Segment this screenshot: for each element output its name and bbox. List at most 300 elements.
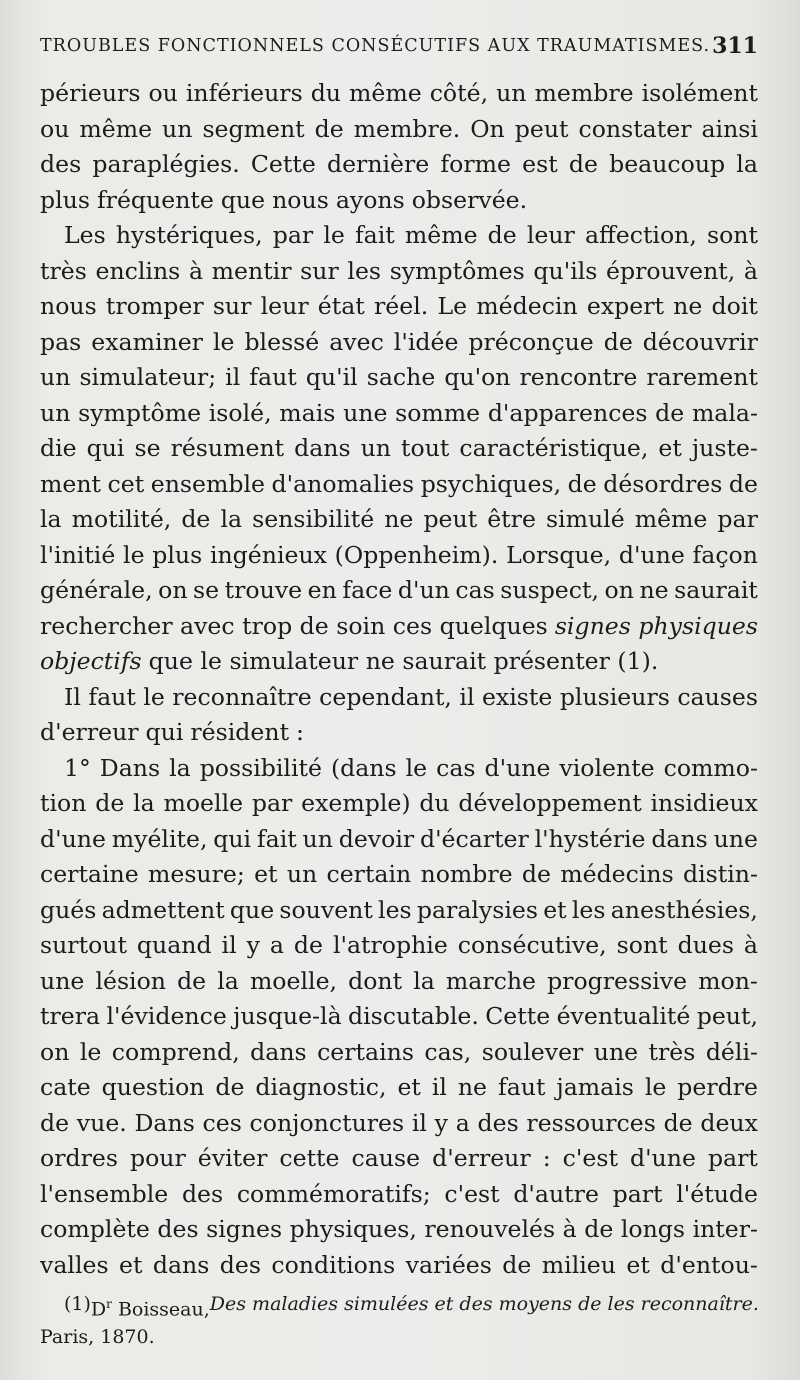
footnote-author-name: Boisseau, — [117, 1298, 210, 1321]
word: a — [269, 931, 284, 959]
text-line-with-italic — [40, 609, 758, 645]
word: affection, — [584, 221, 697, 249]
word: (Oppenheim). — [334, 540, 499, 569]
word: d'une — [484, 753, 551, 782]
word: l'étude — [676, 1179, 758, 1208]
word: peut — [514, 114, 569, 143]
word: trouve — [224, 576, 303, 604]
word: somme — [395, 398, 481, 427]
text-line — [40, 112, 758, 148]
word: une — [713, 824, 758, 853]
word: Cette — [250, 150, 316, 178]
word: de — [487, 221, 517, 249]
word: ordres — [40, 1144, 118, 1172]
word: un — [40, 363, 71, 391]
word: rencontre — [519, 363, 638, 391]
text-line — [40, 857, 758, 893]
word: qui — [86, 434, 125, 462]
word: sont — [706, 221, 758, 249]
word: à — [743, 256, 758, 285]
word: jamais — [556, 1073, 634, 1101]
word: la — [413, 966, 435, 995]
word: le — [123, 540, 145, 569]
word: saurait — [674, 576, 758, 604]
word: est — [522, 150, 558, 178]
word: de — [663, 1108, 693, 1137]
word: commémoratifs; — [236, 1179, 431, 1208]
word: membre — [534, 79, 634, 107]
word: un — [162, 114, 193, 143]
word: cas, — [424, 1037, 472, 1066]
word: d'une — [618, 540, 685, 569]
word: et — [658, 434, 682, 462]
word: ayons — [335, 185, 405, 214]
word: peut — [423, 505, 478, 533]
word: même — [349, 79, 422, 107]
word: et — [118, 1250, 143, 1279]
word: une — [40, 966, 85, 995]
word: qui — [145, 718, 184, 746]
word: en — [307, 576, 337, 604]
word: d'apparences — [487, 398, 648, 427]
word: nous — [272, 185, 329, 214]
word: ou — [148, 79, 178, 107]
word: la — [40, 505, 62, 533]
word: générale, — [40, 576, 153, 604]
word: la — [220, 505, 243, 533]
text-line — [40, 183, 758, 219]
word: tromper — [105, 292, 204, 320]
word: qu'ils — [533, 256, 598, 285]
word: de — [314, 114, 344, 143]
word: l'ensemble — [40, 1179, 169, 1208]
word: faut — [88, 682, 136, 711]
word: expert — [586, 292, 664, 320]
word: de — [567, 469, 597, 498]
text-line — [40, 751, 758, 787]
word: inférieurs — [185, 79, 303, 107]
word: être — [487, 505, 536, 533]
running-head — [40, 33, 758, 66]
text-line — [40, 822, 758, 858]
word: développement — [458, 789, 642, 817]
word: des — [157, 1215, 199, 1243]
word: cette — [279, 1144, 340, 1172]
word: ensemble — [150, 469, 265, 498]
word: de — [95, 789, 125, 817]
word: violente — [559, 753, 655, 782]
word: paralysies — [416, 895, 538, 924]
word: renouvelés — [424, 1215, 556, 1243]
word: faut — [497, 1073, 546, 1101]
word: simulateur; — [79, 363, 217, 391]
word: die — [40, 434, 77, 462]
word: inter- — [692, 1215, 758, 1243]
word: des — [477, 1108, 519, 1137]
word: pas — [40, 327, 82, 356]
text-line — [40, 218, 758, 254]
word: admettent — [101, 895, 225, 924]
word: ces — [202, 1108, 242, 1137]
word: mentir — [211, 256, 292, 285]
word: il — [225, 363, 241, 391]
word: l'idée — [393, 327, 459, 356]
word: par — [717, 505, 758, 533]
word: insidieux — [650, 789, 758, 817]
word: moelle, — [249, 966, 338, 995]
text-line — [40, 1106, 758, 1142]
word: que — [220, 185, 266, 214]
text-line — [40, 538, 758, 574]
word: existe — [481, 682, 553, 711]
text-line — [40, 360, 758, 396]
word: question — [101, 1073, 205, 1101]
text-line — [40, 999, 758, 1035]
word: et — [254, 860, 278, 888]
word: médecin — [476, 292, 578, 320]
text-line — [40, 893, 758, 929]
word: On — [470, 114, 505, 143]
word: à — [562, 1215, 577, 1243]
word: à — [188, 256, 204, 285]
word: fait — [256, 824, 297, 853]
word: d'erreur — [40, 718, 139, 746]
word: conjonctures — [249, 1108, 405, 1137]
word: ne — [384, 505, 414, 533]
italic-phrase: objectifs — [40, 647, 142, 675]
word: Le — [437, 292, 468, 320]
word: périeurs — [40, 79, 141, 107]
word: de — [293, 931, 323, 959]
word: soulever — [481, 1037, 584, 1066]
word: d'écarter — [419, 824, 529, 853]
word: commo- — [663, 753, 758, 782]
word: avec — [329, 327, 384, 356]
word: causes — [677, 682, 758, 711]
footnote-line — [40, 1323, 758, 1351]
word: de — [215, 1073, 245, 1101]
word: la — [169, 753, 191, 782]
word: sache — [366, 363, 436, 391]
word: distin- — [682, 860, 758, 888]
word: consécutive, — [457, 931, 607, 959]
word: devoir — [338, 824, 415, 853]
word: à — [743, 931, 758, 959]
word: un — [286, 860, 318, 888]
word: anesthésies, — [610, 895, 758, 924]
footnote-title: Des maladies simulées et des moyens de les reconnaître. — [209, 1293, 759, 1315]
text-line-with-italic — [40, 644, 758, 680]
word: fait — [354, 221, 395, 249]
word: qui — [213, 824, 252, 853]
word: doit — [711, 292, 758, 320]
word: segment — [202, 114, 305, 143]
word: exemple) — [301, 789, 411, 817]
word: ne — [639, 576, 669, 604]
word: même — [404, 221, 478, 249]
word: conditions — [271, 1250, 396, 1279]
word: de — [40, 1108, 70, 1137]
word: suspect, — [500, 576, 599, 604]
word: trera — [40, 1002, 101, 1030]
word: découvrir — [642, 327, 758, 356]
word: Il — [64, 682, 81, 711]
word: éprouvent, — [606, 256, 736, 285]
text-line — [40, 396, 758, 432]
word: valles — [40, 1250, 109, 1279]
word: d'erreur — [432, 1144, 531, 1172]
word: et — [626, 1250, 650, 1279]
word: cate — [40, 1073, 91, 1101]
word: d'une — [40, 824, 106, 853]
word: face — [342, 576, 393, 604]
word: l'initié — [40, 540, 116, 569]
word: un — [360, 434, 392, 462]
text-line — [40, 431, 758, 467]
text-line — [40, 1212, 758, 1248]
text-line — [40, 786, 758, 822]
page-number: 311 — [712, 33, 758, 59]
word: lésion — [95, 966, 166, 995]
word: d'entou- — [660, 1250, 758, 1279]
word: certain — [326, 860, 412, 888]
text-line — [40, 1248, 758, 1284]
word: éviter — [197, 1144, 268, 1172]
word: dues — [677, 931, 734, 959]
word: part — [707, 1144, 758, 1172]
word: une — [593, 1037, 639, 1066]
text-line — [40, 254, 758, 290]
word: : — [542, 1144, 551, 1172]
word: myélite, — [111, 824, 208, 853]
word: de — [584, 1215, 614, 1243]
word: l'hystérie — [534, 824, 646, 853]
word: milieu — [541, 1250, 616, 1279]
word: beaucoup — [609, 150, 726, 178]
footnote-author-sup: r — [106, 1297, 112, 1311]
word: caractéristique, — [459, 434, 649, 462]
word: nombre — [420, 860, 513, 888]
word: symptômes — [389, 256, 525, 285]
word: par — [251, 789, 293, 817]
word: mala- — [691, 398, 758, 427]
word: faut — [249, 363, 297, 391]
word: possibilité — [199, 753, 322, 782]
word: d'une — [629, 1144, 696, 1172]
word: mon- — [698, 966, 758, 995]
word: côté, — [429, 79, 489, 107]
word: état — [317, 292, 365, 320]
word: Cette — [485, 1002, 551, 1030]
word: rarement — [646, 363, 758, 391]
text-line — [40, 715, 758, 751]
word: complète — [40, 1215, 150, 1243]
word: a — [455, 1108, 470, 1137]
word: le — [323, 221, 345, 249]
word: Dans — [134, 1108, 195, 1137]
word: vue. — [76, 1108, 127, 1137]
footnote-line — [40, 1290, 758, 1323]
word: d'anomalies — [271, 469, 415, 498]
word: se — [134, 434, 161, 462]
word: ment — [40, 469, 102, 498]
word: mesure; — [147, 860, 245, 888]
word: cas — [436, 753, 476, 782]
word: et — [543, 895, 567, 924]
word: de — [177, 966, 207, 995]
word: dans — [294, 434, 351, 462]
footnote-author — [91, 1290, 210, 1323]
word: on — [40, 1037, 70, 1066]
word: simulé — [545, 505, 625, 533]
text-line-segment: que le simulateur ne saurait présenter (1). — [148, 647, 659, 675]
running-title: TROUBLES FONCTIONNELS CONSÉCUTIFS AUX TRAUMATISMES. — [40, 36, 711, 56]
word: quand — [136, 931, 212, 959]
word: dont — [348, 966, 403, 995]
word: jusque-là — [233, 1002, 342, 1030]
word: un — [302, 824, 333, 853]
word: examiner — [91, 327, 203, 356]
word: il — [221, 931, 237, 959]
word: réel. — [374, 292, 429, 320]
word: Lorsque, — [506, 540, 612, 569]
word: deux — [700, 1108, 758, 1137]
text-line — [40, 147, 758, 183]
word: mais — [279, 398, 336, 427]
word: des — [181, 1179, 224, 1208]
word: ressources — [526, 1108, 656, 1137]
word: isolément — [641, 79, 758, 107]
word: résident — [190, 718, 290, 746]
word: y — [246, 931, 260, 959]
word: se — [193, 576, 220, 604]
word: motilité, — [71, 505, 172, 533]
word: des — [219, 1250, 261, 1279]
text-line — [40, 76, 758, 112]
word: très — [648, 1037, 696, 1066]
body-text — [40, 76, 758, 1283]
word: la — [133, 789, 155, 817]
word: qu'il — [305, 363, 358, 391]
word: c'est — [562, 1144, 618, 1172]
text-line — [40, 1141, 758, 1177]
word: discutable. — [348, 1002, 479, 1030]
word: nous — [40, 292, 97, 320]
word: le — [143, 682, 165, 711]
word: 1° — [64, 753, 91, 782]
word: moelle — [163, 789, 244, 817]
word: certaine — [40, 860, 139, 888]
word: physiques, — [289, 1215, 417, 1243]
word: médecins — [560, 860, 674, 888]
word: on — [604, 576, 634, 604]
word: l'atrophie — [332, 931, 448, 959]
word: surtout — [40, 931, 127, 959]
word: souvent — [279, 895, 373, 924]
text-line — [40, 964, 758, 1000]
word: tout — [401, 434, 450, 462]
text-line — [40, 502, 758, 538]
word: membre. — [353, 114, 461, 143]
footnote-place-year: Paris, 1870. — [40, 1326, 155, 1349]
word: la — [217, 966, 239, 995]
word: les — [571, 895, 606, 924]
word: du — [310, 79, 342, 107]
word: leur — [526, 221, 575, 249]
text-line-segment: rechercher avec trop de soin ces quelques — [40, 611, 548, 640]
text-line — [40, 289, 758, 325]
word: c'est — [444, 1179, 500, 1208]
word: déli- — [705, 1037, 758, 1066]
word: de — [603, 327, 633, 356]
text-line — [40, 1035, 758, 1071]
word: de — [521, 860, 551, 888]
word: il — [411, 1108, 427, 1137]
word: préconçue — [468, 327, 594, 356]
word: hystériques, — [115, 221, 263, 249]
word: ingénieux — [209, 540, 327, 569]
word: paraplégies. — [92, 150, 240, 178]
word: les — [347, 256, 382, 285]
word: part — [612, 1179, 663, 1208]
word: isolé, — [208, 398, 272, 427]
word: gués — [40, 895, 97, 924]
word: ou — [40, 114, 70, 143]
word: juste- — [691, 434, 758, 462]
word: le — [644, 1073, 667, 1101]
word: plusieurs — [559, 682, 670, 711]
word: la — [736, 150, 758, 178]
word: d'autre — [513, 1179, 599, 1208]
word: une — [343, 398, 388, 427]
word: sur — [212, 292, 252, 320]
word: Les — [64, 221, 106, 249]
word: on — [158, 576, 188, 604]
footnote-marker: (1) — [64, 1293, 91, 1315]
word: psychiques, — [420, 469, 562, 498]
word: il — [459, 682, 475, 711]
word: leur — [260, 292, 309, 320]
word: observée. — [411, 185, 528, 214]
word: désordres — [603, 469, 723, 498]
word: qu'on — [444, 363, 511, 391]
word: ne — [673, 292, 703, 320]
word: sensibilité — [252, 505, 375, 533]
word: tion — [40, 789, 87, 817]
word: très — [40, 256, 87, 285]
word: marche — [445, 966, 536, 995]
text-line — [40, 1177, 758, 1213]
word: les — [378, 895, 412, 924]
word: cet — [107, 469, 145, 498]
word: (dans — [330, 753, 397, 782]
word: ainsi — [701, 114, 758, 143]
word: éventualité — [556, 1002, 691, 1030]
word: il — [431, 1073, 447, 1101]
word: un — [496, 79, 527, 107]
word: cas — [455, 576, 495, 604]
word: l'évidence — [106, 1002, 227, 1030]
word: enclins — [95, 256, 181, 285]
word: longs — [620, 1215, 686, 1243]
word: y — [434, 1108, 448, 1137]
word: fréquente — [96, 185, 214, 214]
word: pour — [129, 1144, 186, 1172]
word: dans — [250, 1037, 307, 1066]
word: même — [79, 114, 153, 143]
italic-phrase: signes physiques — [554, 611, 758, 640]
word: du — [419, 789, 450, 817]
